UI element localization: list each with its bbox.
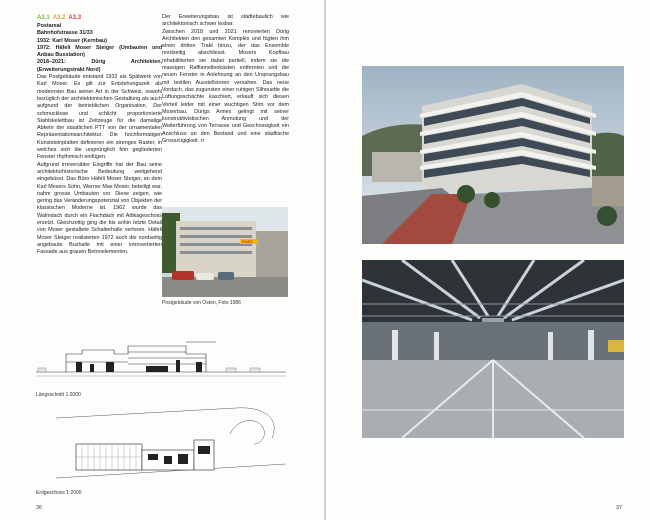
text-column-2 [162,14,289,145]
entry-title: Postareal [37,23,62,29]
historic-post-photo [162,207,288,297]
chapter-codes [37,14,162,22]
body-paragraph-4: Zwischen 2018 und 2021 renovierten Dürig Architekten den gesamten Komplex und fügten ihm einen dritten Trakt hinzu, der das Ensemble nordseitig abschliesst. Mosers Kopfbau rehabilitierten sie dabei partiell, indem sie die massigen Raffiamellenkästen entfernten und die neuen Fenster in Anlehnung an den Ursprungsbau mit textilen Ausstellstoren versahen. Das neue Vordach, das zugunsten einer ruhigen Silhouette die Lüftungsschächte kaschiert, erkauft sich diesen Vorteil leider mit einer wuchtigen Stirn vor dem Moserbau. Dürigs Annex gelingt mit seiner konstruktivistischen Anmutung und der Weiterführung von Terrasse und Geschossigkeit ein Anschluss an den Bestand und eine städtische Grosszügigkeit. rr [162,28,289,145]
right-page [326,0,650,520]
page-number-left: 36 [36,505,43,511]
ground-floor-plan-drawing [36,404,286,486]
exterior-building-photo [362,66,624,244]
page-number-right: 37 [616,505,623,511]
photo-caption: Postgebäude von Osten, Foto 1986 [162,300,241,306]
post-sign-text: POST [242,239,253,244]
longitudinal-section-drawing [36,332,286,388]
entry-address: Bahnhofstrasse 31/33 [37,30,93,37]
credit-line-1: 1932: Karl Moser (Kernbau) [37,37,108,44]
credit-line-2: 1972: Häfeli Moser Steiger (Umbauten und Anbau Busstation) [37,44,162,59]
chapter-code-1: A3.1 [37,15,50,21]
section-caption: Längsschnitt 1:2000 [36,392,81,398]
body-paragraph-1: Das Postgebäude entstand 1932 als Spätwerk von Karl Moser. Es gilt zur Entstehungszeit als modernster Bau seiner Art in der Schweiz, sowohl bezüglich der architektonischen Gestaltung als auch aufgrund der betrieblichen Organisation. Der schmucklose und schlicht proportionierte Stahlskelettbau ist Zeitzeuge für die damalige Abkehr der staatlichen PTT von der ornamentalen Repräsentationsarchitektur. Die hochformatigen Kunststeinplatten definieren ein strenges Raster, in welches sich die ursprünglich fein gegliederten Fenster rhythmisch einfügen. [37,74,162,161]
chapter-code-2: A3.2 [52,15,66,21]
bus-hall-interior-photo [362,260,624,438]
body-paragraph-2: Aufgrund irreversibler Eingriffe hat der Bau seine architekturhistorische Bedeutung weitgehend eingebüsst. Das Büro Häfeli Moser Steiger, an dem Karl Mosers Sohn, Werner Max Moser, beteiligt war, nahm grosse Umbauten vor. Diese zeigen, wie gering das Veränderungspotenzial von Objekten der klassischen Moderne ist. 1962 wurde das Walmdach durch ein Flachdach mit Attikageschoss ersetzt. Gleichzeitig ging die bis anhin letzte Detail von Moser gestaltete Schalterhalle verloren. Häfeli Moser Steiger realisierten 1972 auch die nordseitig angebaute Bushalle mit einer introvertierten Fassade aus grauen Betonelementen. [37,161,162,256]
credit-line-3: 2018–2021: Dürig Architekten, (Erweiterungstrakt Nord) [37,59,162,73]
body-paragraph-3: Der Erweiterungsbau ist städtebaulich wie architektonisch schwer lesbar. [162,14,289,28]
text-column-1 [37,14,162,257]
plan-caption: Erdgeschoss 1:2000 [36,490,82,496]
chapter-code-3: A3.3 [68,15,82,21]
left-page [0,0,324,520]
